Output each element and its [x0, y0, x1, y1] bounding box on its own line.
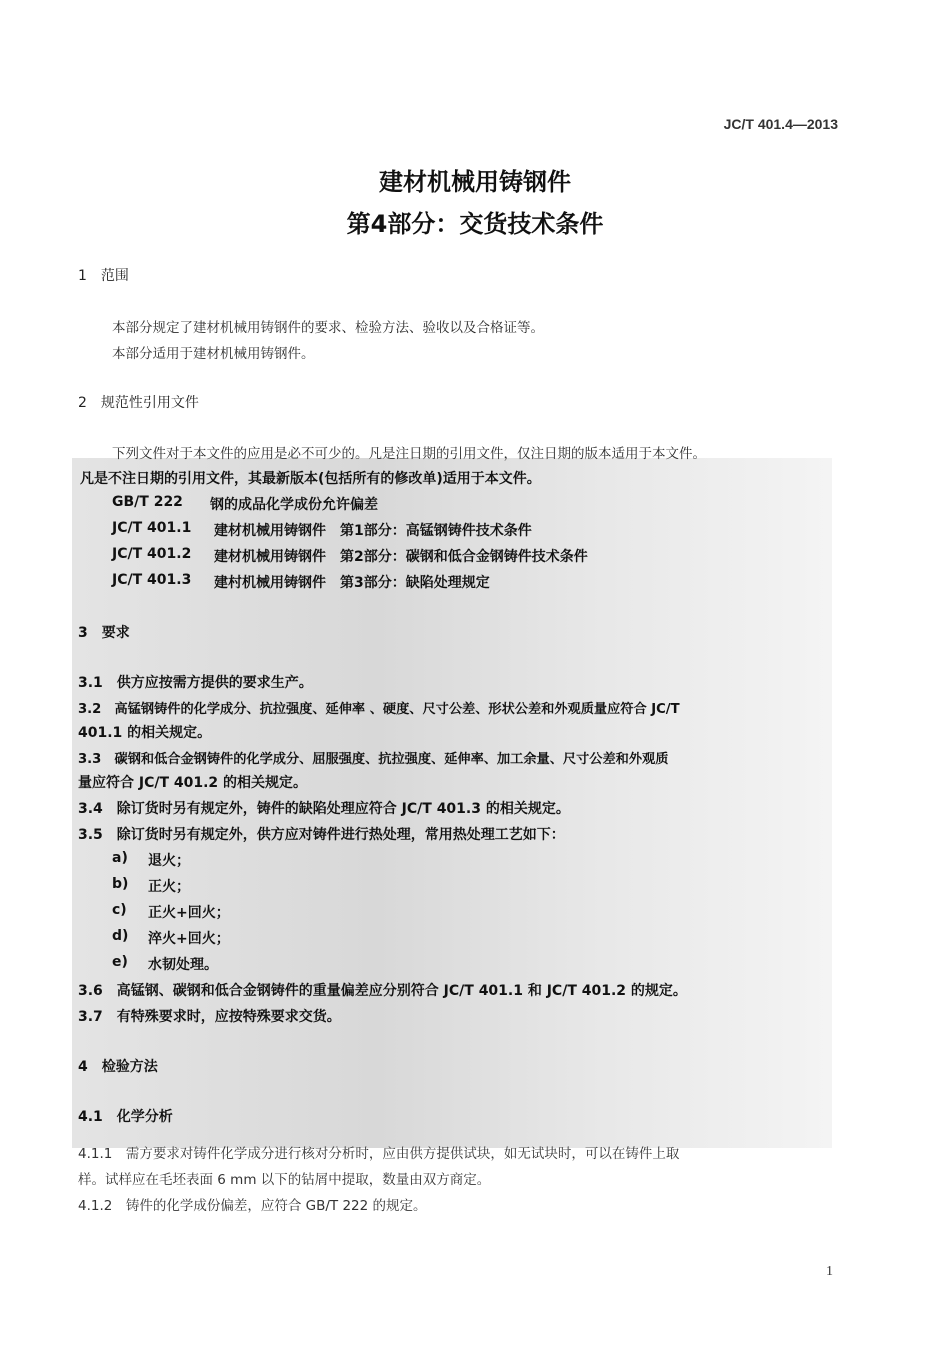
list-marker: a)	[112, 850, 128, 866]
section-2-intro-1: 下列文件对于本文件的应用是必不可少的。凡是注日期的引用文件，仅注日期的版本适用于本文件。	[112, 446, 706, 462]
clause-4-1-1-line-2: 样。试样应在毛坯表面 6 mm 以下的钻屑中提取，数量由双方商定。	[78, 1172, 491, 1188]
reference-title: 钢的成品化学成份允许偏差	[210, 497, 378, 513]
list-item: 水韧处理。	[148, 957, 218, 973]
list-marker: d)	[112, 928, 129, 944]
standard-code: JC/T 401.4—2013	[723, 116, 838, 132]
section-4-heading: 4 检验方法	[78, 1059, 158, 1075]
clause-3-2-line-1: 3.2 高锰钢铸件的化学成分、抗拉强度、延伸率 、硬度、尺寸公差、形状公差和外观质量应符合 JC/T	[78, 702, 680, 717]
clause-3-5: 3.5 除订货时另有规定外，供方应对铸件进行热处理，常用热处理工艺如下：	[78, 827, 565, 843]
page-number: 1	[826, 1264, 833, 1279]
section-1-paragraph-1: 本部分规定了建材机械用铸钢件的要求、检验方法、验收以及合格证等。	[112, 320, 544, 336]
section-2-heading: 2 规范性引用文件	[78, 395, 199, 411]
section-1-paragraph-2: 本部分适用于建材机械用铸钢件。	[112, 346, 315, 362]
section-2-intro-2: 凡是不注日期的引用文件，其最新版本(包括所有的修改单)适用于本文件。	[80, 471, 541, 487]
clause-3-2-line-2: 401.1 的相关规定。	[78, 725, 212, 741]
clause-4-1-2: 4.1.2 铸件的化学成份偏差，应符合 GB/T 222 的规定。	[78, 1198, 427, 1214]
clause-3-3-line-1: 3.3 碳钢和低合金钢铸件的化学成分、屈服强度、抗拉强度、延伸率、加工余量、尺寸公差和外观质	[78, 752, 669, 767]
section-1-heading: 1 范围	[78, 268, 129, 284]
clause-3-4: 3.4 除订货时另有规定外，铸件的缺陷处理应符合 JC/T 401.3 的相关规定。	[78, 801, 570, 817]
reference-title: 建村机械用铸钢件 第3部分：缺陷处理规定	[214, 575, 490, 591]
list-item: 正火+回火；	[148, 905, 230, 921]
clause-3-3-line-2: 量应符合 JC/T 401.2 的相关规定。	[78, 775, 308, 791]
clause-3-1: 3.1 供方应按需方提供的要求生产。	[78, 675, 313, 691]
list-marker: b)	[112, 876, 129, 892]
document-subtitle: 第4部分：交货技术条件	[346, 210, 604, 238]
clause-4-1-1-line-1: 4.1.1 需方要求对铸件化学成分进行核对分析时，应由供方提供试块，如无试块时，可以在铸件上取	[78, 1146, 680, 1162]
reference-title: 建材机械用铸钢件 第1部分：高锰钢铸件技术条件	[214, 523, 532, 539]
reference-code: JC/T 401.2	[112, 546, 192, 562]
reference-code: GB/T 222	[112, 494, 183, 510]
list-item: 正火；	[148, 879, 190, 895]
list-marker: c)	[112, 902, 127, 918]
document-title: 建材机械用铸钢件	[379, 168, 571, 196]
list-item: 淬火+回火；	[148, 931, 230, 947]
reference-title: 建材机械用铸钢件 第2部分：碳钢和低合金钢铸件技术条件	[214, 549, 588, 565]
list-item: 退火；	[148, 853, 190, 869]
reference-code: JC/T 401.3	[112, 572, 192, 588]
clause-3-7: 3.7 有特殊要求时，应按特殊要求交货。	[78, 1009, 341, 1025]
list-marker: e)	[112, 954, 128, 970]
reference-code: JC/T 401.1	[112, 520, 192, 536]
subsection-4-1-heading: 4.1 化学分析	[78, 1109, 173, 1125]
clause-3-6: 3.6 高锰钢、碳钢和低合金钢铸件的重量偏差应分别符合 JC/T 401.1 和 JC/T 401.2 的规定。	[78, 983, 687, 999]
section-3-heading: 3 要求	[78, 625, 130, 641]
